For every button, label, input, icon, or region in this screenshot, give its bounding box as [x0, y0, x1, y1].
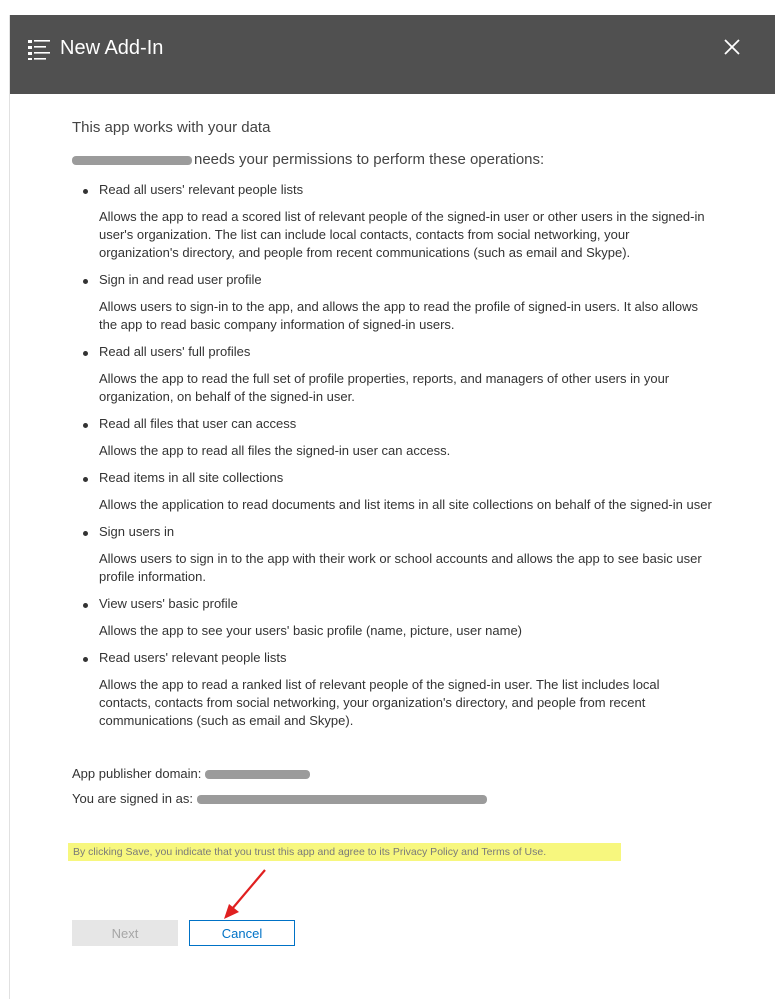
- redacted-account-name: [197, 795, 487, 804]
- permission-description: Allows the app to see your users' basic profile (name, picture, user name): [99, 623, 523, 638]
- close-icon[interactable]: [720, 35, 744, 59]
- data-heading: This app works with your data: [72, 119, 271, 136]
- permission-item: [72, 271, 712, 334]
- permission-title: Read users' relevant people lists: [99, 650, 287, 665]
- permission-title: Read all users' full profiles: [99, 344, 251, 359]
- permission-item: [72, 649, 712, 730]
- permission-item: [72, 469, 712, 514]
- publisher-domain-label: App publisher domain:: [72, 766, 202, 781]
- permission-description: Allows the app to read a scored list of relevant people of the signed-in user or other users in the signed-in user's organization. The list can include local contacts, contacts from social networking, your organization's directory, and people from recent communications (such as email and Skype).: [99, 209, 705, 260]
- permission-item: [72, 415, 712, 460]
- permission-title: Read all users' relevant people lists: [99, 182, 304, 197]
- annotation-arrow-icon: [212, 867, 272, 927]
- consent-notice: By clicking Save, you indicate that you trust this app and agree to its Privacy Policy and Terms of Use.: [68, 843, 621, 861]
- next-button[interactable]: Next: [72, 920, 178, 946]
- add-in-dialog: [9, 15, 775, 999]
- permission-title: Sign in and read user profile: [99, 272, 262, 287]
- permission-title: View users' basic profile: [99, 596, 238, 611]
- permission-description: Allows the app to read all files the signed-in user can access.: [99, 443, 451, 458]
- signed-in-account: [72, 790, 489, 808]
- permission-description: Allows the application to read documents and list items in all site collections on behalf of the signed-in user: [99, 497, 712, 512]
- permission-description: Allows users to sign-in to the app, and allows the app to read the profile of signed-in users. It also allows the app to read basic company information of signed-in users.: [99, 299, 699, 332]
- signed-in-label: You are signed in as:: [72, 791, 193, 806]
- redacted-app-name: [72, 156, 192, 165]
- permission-title: Read all files that user can access: [99, 416, 297, 431]
- redacted-publisher-domain: [205, 770, 310, 779]
- permission-title: Sign users in: [99, 524, 175, 539]
- permission-intro-text: needs your permissions to perform these operations:: [194, 151, 545, 168]
- permission-description: Allows users to sign in to the app with their work or school accounts and allows the app to see basic user profile information.: [99, 551, 702, 584]
- dialog-title: New Add-In: [60, 37, 164, 59]
- permission-title: Read items in all site collections: [99, 470, 284, 485]
- permission-item: [72, 343, 712, 406]
- publisher-domain: [72, 765, 312, 783]
- permission-description: Allows the app to read a ranked list of relevant people of the signed-in user. The list includes local contacts, contacts from social networking, your organization's directory, and people from recent communications (such as email and Skype).: [99, 677, 660, 728]
- permission-item: [72, 595, 712, 640]
- permission-list: [72, 181, 712, 739]
- permission-item: [72, 181, 712, 262]
- permission-intro: [72, 151, 544, 168]
- permission-description: Allows the app to read the full set of profile properties, reports, and managers of other users in your organization, on behalf of the signed-in user.: [99, 371, 670, 404]
- dialog-header: [10, 15, 775, 94]
- cancel-button[interactable]: Cancel: [189, 920, 295, 946]
- permission-item: [72, 523, 712, 586]
- list-icon: [27, 37, 51, 61]
